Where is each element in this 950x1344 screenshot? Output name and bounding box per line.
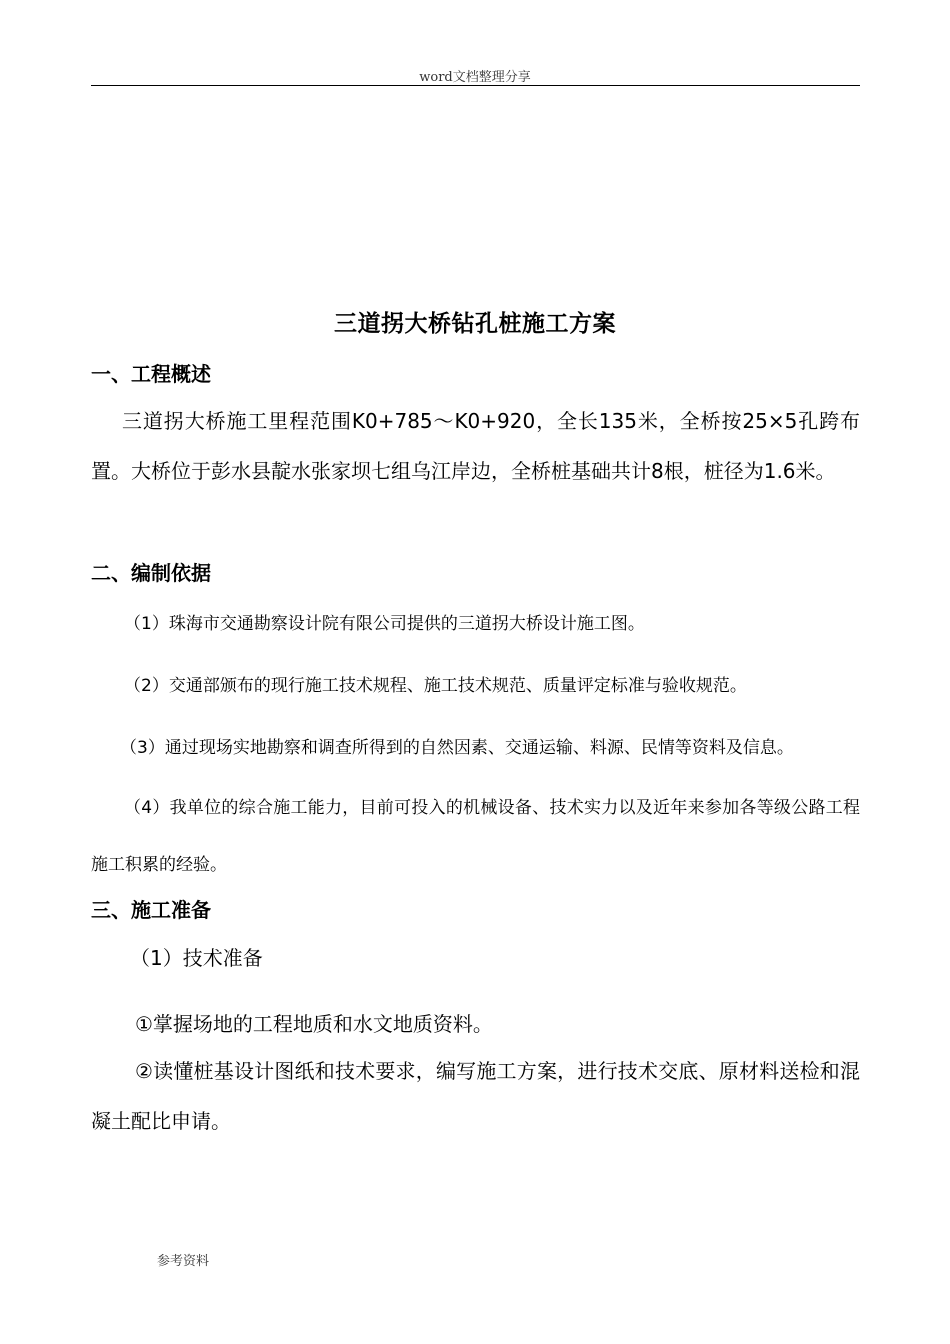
- section-heading-overview: 一、工程概述: [91, 362, 211, 386]
- preparation-item: ②读懂桩基设计图纸和技术要求，编写施工方案，进行技术交底、原材料送检和混凝土配比申请。: [91, 1059, 860, 1133]
- document-title: 三道拐大桥钻孔桩施工方案: [334, 311, 616, 337]
- basis-item: （1）珠海市交通勘察设计院有限公司提供的三道拐大桥设计施工图。: [124, 614, 645, 634]
- overview-paragraph: 三道拐大桥施工里程范围K0+785～K0+920，全长135米，全桥按25×5孔跨布置。大桥位于彭水县靛水张家坝七组乌江岸边，全桥桩基础共计8根，桩径为1.6米。: [91, 409, 860, 483]
- basis-item: （2）交通部颁布的现行施工技术规程、施工技术规范、质量评定标准与验收规范。: [124, 676, 747, 696]
- basis-item: （4）我单位的综合施工能力，目前可投入的机械设备、技术实力以及近年来参加各等级公路工程施工积累的经验。: [91, 798, 860, 875]
- basis-item: （3）通过现场实地勘察和调查所得到的自然因素、交通运输、料源、民情等资料及信息。: [120, 738, 794, 758]
- section-heading-basis: 二、编制依据: [91, 561, 211, 585]
- preparation-item: ①掌握场地的工程地质和水文地质资料。: [135, 1012, 493, 1036]
- preparation-subheading: （1）技术准备: [130, 946, 263, 970]
- header-divider: [91, 85, 860, 86]
- page-footer: 参考资料: [157, 1254, 210, 1269]
- section-heading-preparation: 三、施工准备: [91, 898, 211, 922]
- header-text: word文档整理分享: [419, 70, 531, 85]
